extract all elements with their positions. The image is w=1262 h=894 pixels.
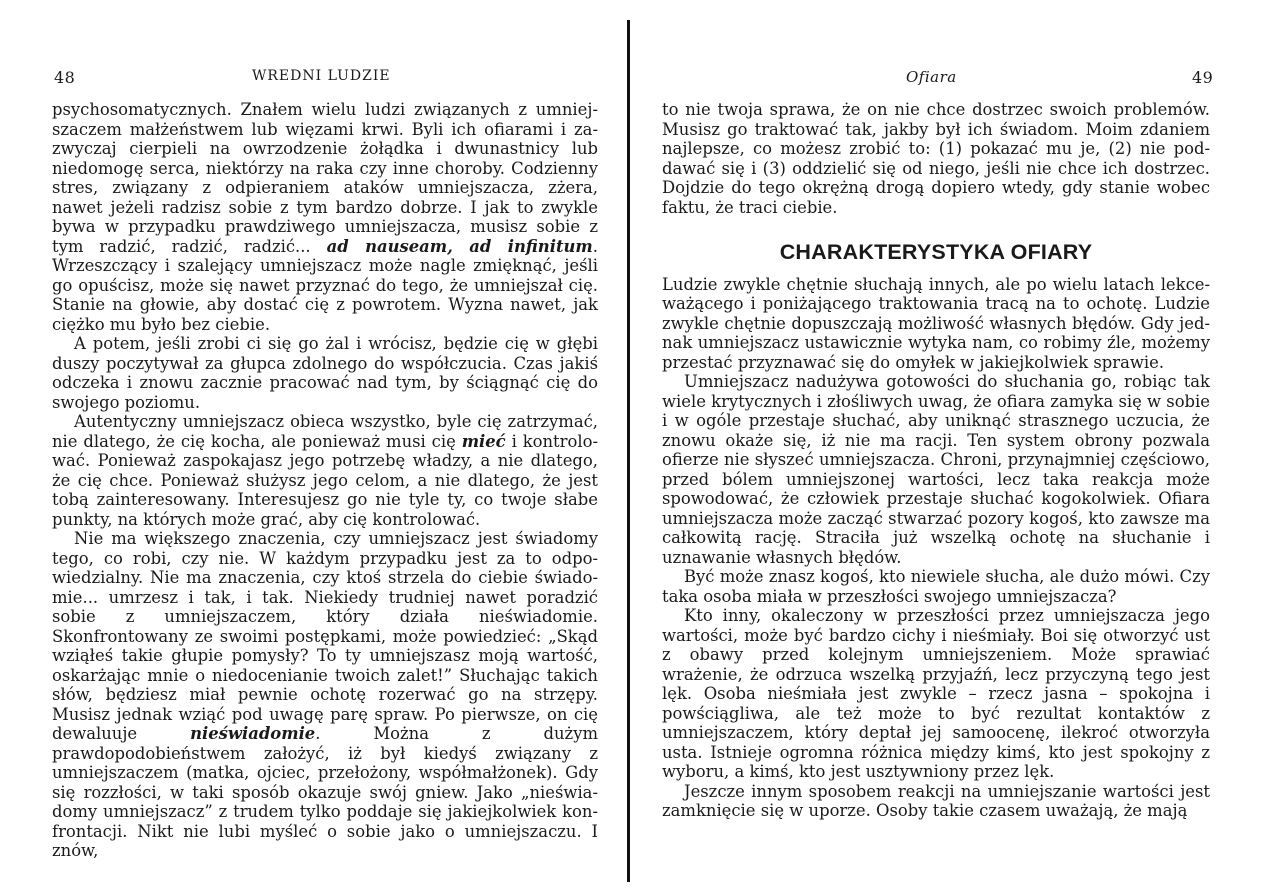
paragraph: Jeszcze innym sposobem reakcji na umniejszanie wartości jest zamknięcie się w uporze. Osoby takie czasem uważają, że mają — [662, 781, 1210, 820]
paragraph-text: Autentyczny umniejszacz obieca wszystko, byle cię zatrzymać, nie dlatego, że cię kocha, ale ponieważ musi cię — [52, 412, 598, 451]
paragraph-text: i kontrolować. Ponieważ zaspokajasz jego potrzebę władzy, a nie dlatego, że cię chce. Ponieważ służysz jego celom, a nie dlatego, że jest tobą zainteresowany. Interesujesz go nie tyle ty, co twoje słabe punkty, na których może grać, aby cię kontrolować. — [52, 431, 598, 529]
paragraph-text: psychosomatycznych. Znałem wielu ludzi związanych z umniejszaczem małżeństwem lub więzami krwi. Byli ich ofiarami i zazwyczaj cierpieli na owrzodzenie żołądka i dwunastnicy lub niedomogę serca, niektórzy na raka czy inne choroby. Codzienny stres, związany z odpieraniem ataków umniejszacza, zżera, nawet jeżeli radzisz sobie z tym bardzo dobrze. I jak to zwykle bywa w przypadku prawdziwego umniejszacza, musisz sobie z tym radzić, radzić, radzić... — [52, 100, 598, 256]
paragraph-text: . Można z dużym prawdopodobieństwem założyć, iż był kiedyś związany z umniejszaczem (matka, ojciec, przełożony, współmałżonek). Gdy się rozzłości, w taki sposób okazuje swój gniew. Jako „nieświadomy umniejszacz” z trudem tylko poddaje się jakiejkolwiek konfrontacji. Nikt nie lubi myśleć o sobie jako o umniejszaczu. I znów, — [52, 724, 598, 860]
paragraph: to nie twoja sprawa, że on nie chce dostrzec swoich problemów. Musisz go traktować tak, jakby był ich świadom. Moim zdaniem najlepsze, co możesz zrobić to: (1) pokazać mu je, (2) nie poddawać się i (3) oddzielić się od niego, jeśli nie chce ich dostrzec. Dojdzie do tego okrężną drogą dopiero wtedy, gdy stanie wobec faktu, że traci ciebie. — [662, 100, 1210, 217]
paragraph — [52, 100, 598, 334]
paragraph: Ludzie zwykle chętnie słuchają innych, ale po wielu latach lekceważącego i poniżającego traktowania tracą na to ochotę. Ludzie zwykle chętnie dopuszczają możliwość własnych błędów. Gdy jednak umniejszacz ustawicznie wytyka nam, co robimy źle, możemy przestać przyznawać się do omyłek w jakiejkolwiek sprawie. — [662, 274, 1210, 372]
paragraph — [52, 412, 598, 529]
paragraph-text: Nie ma większego znaczenia, czy umniejszacz jest świadomy tego, co robi, czy nie. W każdym przypadku jest za to odpowiedzialny. Nie ma znaczenia, czy ktoś strzela do ciebie świadomie... umrzesz i tak, i tak. Niekiedy trudniej nawet poradzić sobie z umniejszaczem, który działa nieświadomie. Skonfrontowany ze swoimi postępkami, może powiedzieć: „Skąd wziąłeś takie głupie pomysły? To ty umniejszasz moją wartość, oskarżając mnie o niedocenianie twoich zalet!” Słuchając takich słów, będziesz miał pewnie ochotę rozerwać go na strzępy. Musisz jednak wziąć pod uwagę parę spraw. Po pierwsze, on cię dewaluuje — [52, 529, 598, 743]
running-head: Ofiara — [906, 68, 957, 86]
emphasis: mieć — [461, 431, 506, 451]
text-column — [52, 100, 598, 861]
paragraph: A potem, jeśli zrobi ci się go żal i wrócisz, będzie cię w głębi duszy poczytywał za głupca zdolnego do współczucia. Czas jakiś odczeka i znowu zacznie pracować nad tym, by ściągnąć cię do swojego poziomu. — [52, 334, 598, 412]
paragraph-text: . Wrzeszczący i szalejący umniejszacz może nagle zmięknąć, jeśli go opuścisz, może się nawet przyznać do tego, że umniejszał cię. Stanie na głowie, aby dostać cię z powrotem. Wyzna nawet, jak ciężko mu było bez ciebie. — [52, 236, 598, 334]
latin-phrase: ad nauseam, ad infinitum — [326, 236, 593, 256]
right-page — [634, 0, 1262, 894]
section-heading: CHARAKTERYSTYKA OFIARY — [779, 240, 1093, 264]
running-head: WREDNI LUDZIE — [252, 68, 391, 84]
paragraph: Umniejszacz nadużywa gotowości do słuchania go, robiąc tak wiele krytycznych i złośliwych uwag, że ofiara zamyka się w sobie i w ogóle przestaje słuchać, aby uniknąć strasznego uczucia, że znowu okaże się, iż nie ma racji. Ten system obrony pozwala ofierze nie słyszeć umniejszacza. Chroni, przynajmniej częściowo, przed bólem umniejszonej wartości, lecz taka reakcja może spowodować, że człowiek przestaje słuchać kogokolwiek. Ofiara umniejszacza może zacząć stwarzać pozory kogoś, kto zawsze ma całkowitą rację. Straciła już wszelką ochotę na słuchanie i uznawanie własnych błędów. — [662, 372, 1210, 567]
page-number: 49 — [1192, 68, 1214, 87]
paragraph — [52, 529, 598, 861]
emphasis: nieświadomie — [190, 724, 316, 743]
page-number: 48 — [54, 68, 76, 87]
paragraph: Być może znasz kogoś, kto niewiele słucha, ale dużo mówi. Czy taka osoba miała w przeszłości swojego umniejszacza? — [662, 567, 1210, 606]
paragraph: Kto inny, okaleczony w przeszłości przez umniejszacza jego wartości, może być bardzo cichy i nieśmiały. Boi się otworzyć ust z obawy przed kolejnym umniejszeniem. Może sprawiać wrażenie, że odrzuca wszelką przyjaźń, lecz przyczyną tego jest lęk. Osoba nieśmiała jest zwykle – rzecz jasna – spokojna i powściągliwa, ale też może to być rezultat kontaktów z umniejszaczem, który deptał jej samoocenę, ilekroć otworzyła usta. Istnieje ogromna różnica między kimś, kto jest spokojny z wyboru, a kimś, kto jest usztywniony przez lęk. — [662, 606, 1210, 781]
text-column — [662, 100, 1210, 821]
